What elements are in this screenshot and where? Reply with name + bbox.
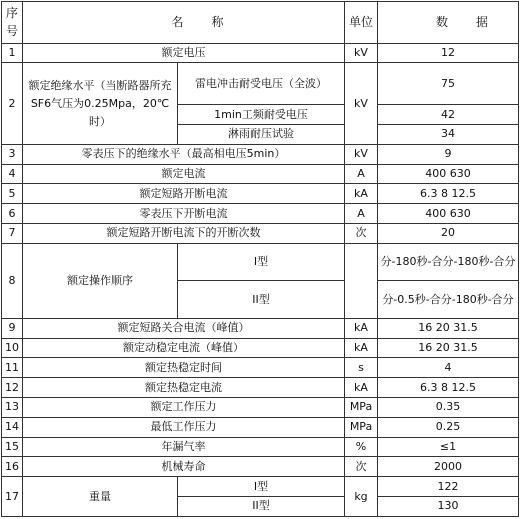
row-name: 额定操作顺序 [23,243,178,318]
row-value: 12 [378,43,519,63]
header-no: 序号 [2,2,23,44]
row-no: 4 [2,164,23,184]
row-value: 2000 [378,457,519,477]
row-no: 2 [2,63,23,144]
row-name: 额定动稳定电流（峰值） [23,338,345,358]
row-type: I型 [178,477,345,497]
row-unit: MPa [345,417,378,437]
row-name: 重量 [23,477,178,517]
table-row [2,397,519,417]
row-value: 9 [378,144,519,164]
table-row [2,243,519,281]
row-name: 零表压下开断电流 [23,204,345,224]
row-value: 分-0.5秒-合分-180秒-合分 [378,281,519,319]
row-name: 额定绝缘水平（当断路器所充SF6气压为0.25Mpa，20℃时） [23,63,178,144]
table-row [2,43,519,63]
row-value: 6.3 8 12.5 [378,378,519,398]
row-name: 额定电流 [23,164,345,184]
row-unit: % [345,437,378,457]
row-name: 额定短路开断电流下的开断次数 [23,223,345,243]
table-row [2,223,519,243]
table-row [2,378,519,398]
table-row [2,457,519,477]
row-name: 额定电压 [23,43,345,63]
row-no: 7 [2,223,23,243]
row-no: 15 [2,437,23,457]
row-name: 额定短路关合电流（峰值） [23,318,345,338]
row-name: 机械寿命 [23,457,345,477]
row-value: 34 [378,124,519,144]
row-value: 400 630 [378,204,519,224]
header-data: 数据 [378,2,519,44]
row-value: 20 [378,223,519,243]
row-unit: s [345,358,378,378]
row-unit: MPa [345,397,378,417]
row-value: 16 20 31.5 [378,318,519,338]
row-unit: kg [345,477,378,517]
row-name: 额定热稳定时间 [23,358,345,378]
table-row [2,164,519,184]
table-row [2,338,519,358]
header-row [2,2,519,44]
table-row [2,144,519,164]
row-unit: A [345,164,378,184]
row-type: II型 [178,281,345,319]
row-no: 12 [2,378,23,398]
row-name: 额定工作压力 [23,397,345,417]
row-value: 75 [378,63,519,105]
row-unit: kV [345,43,378,63]
table-row [2,477,519,497]
spec-table [1,1,519,517]
row-unit: 次 [345,223,378,243]
row-name: 额定短路开断电流 [23,184,345,204]
row-value: 16 20 31.5 [378,338,519,358]
row-value: 6.3 8 12.5 [378,184,519,204]
table-row [2,358,519,378]
table-row [2,204,519,224]
row-no: 9 [2,318,23,338]
row-value: 130 [378,496,519,516]
header-unit: 单位 [345,2,378,44]
row-name: 零表压下的绝缘水平（最高相电压5min） [23,144,345,164]
row-type: I型 [178,243,345,281]
row-subitem: 1min工频耐受电压 [178,105,345,125]
row-name: 年漏气率 [23,437,345,457]
row-no: 3 [2,144,23,164]
row-no: 14 [2,417,23,437]
table-row [2,437,519,457]
row-unit: 次 [345,457,378,477]
header-name: 名称 [23,2,345,44]
row-value: 分-180秒-合分-180秒-合分 [378,243,519,281]
row-value: 0.25 [378,417,519,437]
row-value: ≤1 [378,437,519,457]
row-value: 122 [378,477,519,497]
row-unit [345,243,378,318]
table-row [2,184,519,204]
row-no: 13 [2,397,23,417]
row-value: 400 630 [378,164,519,184]
row-no: 8 [2,243,23,318]
row-unit: kV [345,63,378,144]
row-value: 4 [378,358,519,378]
row-unit: kV [345,144,378,164]
row-value: 0.35 [378,397,519,417]
row-subitem: 雷电冲击耐受电压（全波） [178,63,345,105]
row-unit: kA [345,318,378,338]
table-row [2,63,519,105]
row-no: 10 [2,338,23,358]
table-row [2,417,519,437]
row-no: 17 [2,477,23,517]
row-no: 1 [2,43,23,63]
row-unit: A [345,204,378,224]
row-no: 5 [2,184,23,204]
row-no: 6 [2,204,23,224]
row-name: 最低工作压力 [23,417,345,437]
row-value: 42 [378,105,519,125]
row-unit: kA [345,338,378,358]
row-type: II型 [178,496,345,516]
row-name: 额定热稳定电流 [23,378,345,398]
row-subitem: 淋雨耐压试验 [178,124,345,144]
row-no: 16 [2,457,23,477]
row-no: 11 [2,358,23,378]
row-unit: kA [345,184,378,204]
table-row [2,318,519,338]
row-unit: kA [345,378,378,398]
